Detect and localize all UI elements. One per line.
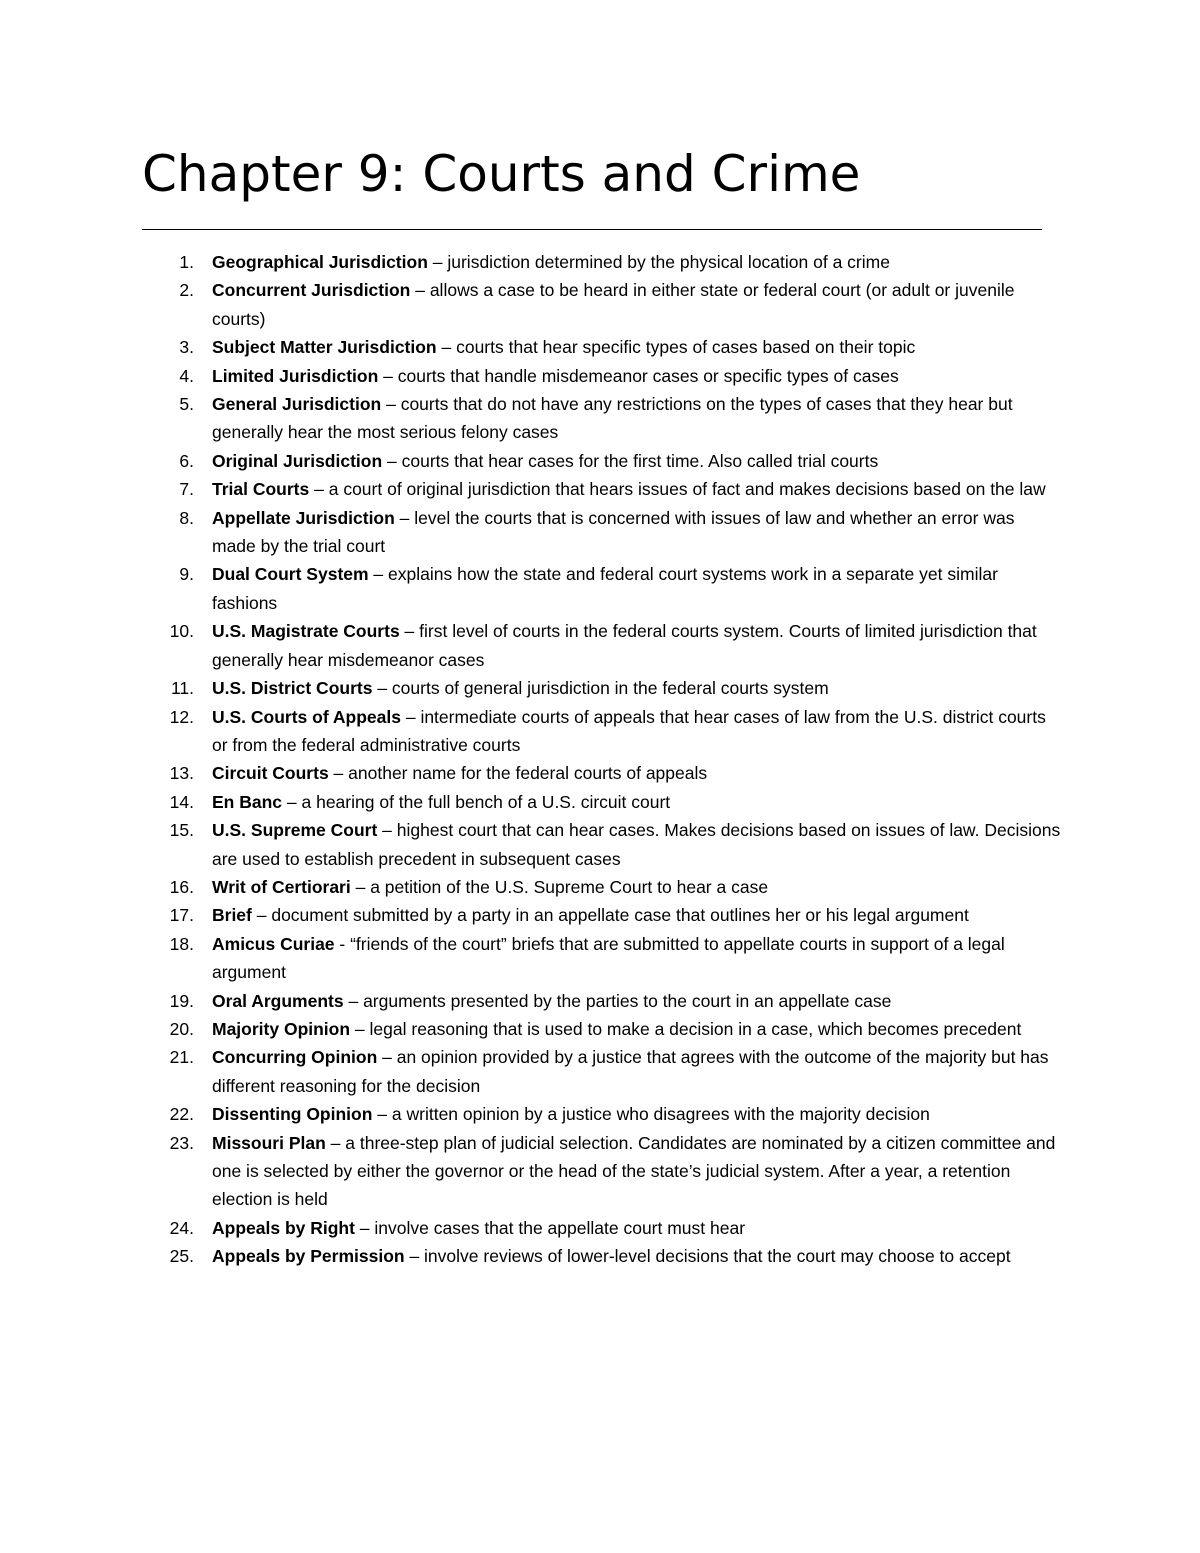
term-definition: allows a case to be heard in either state or federal court (or adult or juvenile courts) xyxy=(212,280,1015,329)
term-definition: a three-step plan of judicial selection. Candidates are nominated by a citizen committee and one is selected by either the governor or the head of the state’s judicial system. After a year, a retention election is held xyxy=(212,1132,1056,1210)
term-number: 21. xyxy=(169,1047,194,1068)
term-item xyxy=(142,1242,1062,1270)
term-definition: legal reasoning that is used to make a decision in a case, which becomes precedent xyxy=(369,1018,1022,1039)
term-number: 18. xyxy=(169,933,194,954)
term-definition: a court of original jurisdiction that hears issues of fact and makes decisions based on the law xyxy=(328,479,1046,500)
term-number: 3. xyxy=(179,337,194,358)
term-definition: jurisdiction determined by the physical location of a crime xyxy=(447,252,890,272)
term-separator: – xyxy=(350,876,371,897)
term-item xyxy=(142,276,1062,333)
term-number: 13. xyxy=(169,763,194,784)
term-definition: courts that hear cases for the first time. Also called trial courts xyxy=(401,450,879,471)
term-number: 22. xyxy=(169,1104,194,1125)
term-name: Dissenting Opinion xyxy=(212,1104,373,1125)
term-number: 16. xyxy=(169,876,194,897)
term-item xyxy=(142,1214,1062,1242)
term-number: 7. xyxy=(179,479,194,500)
term-number: 23. xyxy=(169,1132,194,1153)
term-name: Trial Courts xyxy=(212,479,310,500)
term-item xyxy=(142,1015,1062,1043)
term-name: Majority Opinion xyxy=(212,1018,351,1039)
term-item xyxy=(142,1129,1062,1214)
term-name: Subject Matter Jurisdiction xyxy=(212,337,437,358)
term-item xyxy=(142,901,1062,929)
term-name: Amicus Curiae xyxy=(212,933,335,954)
term-item xyxy=(142,873,1062,901)
term-name: Brief xyxy=(212,905,252,926)
term-item xyxy=(142,447,1062,475)
term-number: 15. xyxy=(169,820,194,841)
page-title: Chapter 9: Courts and Crime xyxy=(142,145,861,203)
term-definition: another name for the federal courts of appeals xyxy=(348,763,708,784)
term-definition: an opinion provided by a justice that agrees with the outcome of the majority but has different reasoning for the decision xyxy=(212,1047,1049,1096)
term-name: Original Jurisdiction xyxy=(212,450,383,471)
term-number: 12. xyxy=(169,706,194,727)
term-definition: courts that hear specific types of cases based on their topic xyxy=(456,337,916,358)
term-number: 25. xyxy=(169,1246,194,1267)
term-separator: – xyxy=(382,450,402,471)
term-item xyxy=(142,248,1062,276)
term-name: Appeals by Right xyxy=(212,1217,355,1238)
term-number: 2. xyxy=(179,280,194,301)
term-definition: courts of general jurisdiction in the federal courts system xyxy=(391,678,829,699)
term-name: U.S. District Courts xyxy=(212,678,373,699)
term-item xyxy=(142,1043,1062,1100)
term-number: 17. xyxy=(169,905,194,926)
term-definition: a written opinion by a justice who disagrees with the majority decision xyxy=(391,1104,930,1125)
term-separator: – xyxy=(427,252,448,272)
term-list xyxy=(142,248,1062,1271)
term-item xyxy=(142,362,1062,390)
term-item xyxy=(142,674,1062,702)
term-number: 6. xyxy=(179,450,194,471)
term-number: 1. xyxy=(179,252,194,272)
term-definition: courts that handle misdemeanor cases or specific types of cases xyxy=(397,365,899,386)
term-separator: – xyxy=(325,1132,346,1153)
term-separator: – xyxy=(372,1104,392,1125)
term-definition: courts that do not have any restrictions on the types of cases that they hear but generally hear the most serious felony cases xyxy=(212,394,1013,443)
term-number: 19. xyxy=(169,990,194,1011)
term-separator: – xyxy=(354,1217,375,1238)
term-number: 24. xyxy=(169,1217,194,1238)
term-separator: – xyxy=(368,564,389,585)
term-item xyxy=(142,1100,1062,1128)
term-separator: – xyxy=(350,1018,370,1039)
term-item xyxy=(142,987,1062,1015)
term-name: U.S. Supreme Court xyxy=(212,820,378,841)
term-definition: document submitted by a party in an appellate case that outlines her or his legal argument xyxy=(271,905,969,926)
term-separator: – xyxy=(378,365,398,386)
term-name: General Jurisdiction xyxy=(212,394,382,415)
term-separator: – xyxy=(328,763,349,784)
term-separator: – xyxy=(377,820,397,841)
term-definition: a hearing of the full bench of a U.S. circuit court xyxy=(301,791,671,812)
term-item xyxy=(142,333,1062,361)
term-name: Concurrent Jurisdiction xyxy=(212,280,411,301)
term-item xyxy=(142,930,1062,987)
term-item xyxy=(142,703,1062,760)
term-definition: explains how the state and federal court systems work in a separate yet similar fashions xyxy=(212,564,998,613)
term-name: Circuit Courts xyxy=(212,763,329,784)
term-number: 14. xyxy=(169,791,194,812)
term-item xyxy=(142,759,1062,787)
term-name: Appeals by Permission xyxy=(212,1246,405,1267)
term-name: U.S. Magistrate Courts xyxy=(212,621,400,642)
term-number: 10. xyxy=(169,621,194,642)
term-separator: - xyxy=(334,933,351,954)
term-separator: – xyxy=(404,1246,425,1267)
term-separator: – xyxy=(282,791,302,812)
term-item xyxy=(142,390,1062,447)
term-item xyxy=(142,617,1062,674)
term-separator: – xyxy=(410,280,430,301)
term-definition: involve reviews of lower-level decisions that the court may choose to accept xyxy=(424,1246,1011,1267)
term-name: Dual Court System xyxy=(212,564,369,585)
term-separator: – xyxy=(309,479,329,500)
term-item xyxy=(142,816,1062,873)
term-definition: a petition of the U.S. Supreme Court to hear a case xyxy=(370,876,769,897)
term-item xyxy=(142,504,1062,561)
term-separator: – xyxy=(381,394,401,415)
term-definition: involve cases that the appellate court must hear xyxy=(374,1217,746,1238)
term-name: Concurring Opinion xyxy=(212,1047,378,1068)
term-separator: – xyxy=(377,1047,397,1068)
term-definition: first level of courts in the federal courts system. Courts of limited jurisdiction that generally hear misdemeanor cases xyxy=(212,621,1037,670)
term-definition: intermediate courts of appeals that hear cases of law from the U.S. district courts or from the federal administrative courts xyxy=(212,706,1046,755)
term-separator: – xyxy=(436,337,457,358)
term-separator: – xyxy=(400,706,421,727)
term-name: Limited Jurisdiction xyxy=(212,365,379,386)
term-name: Appellate Jurisdiction xyxy=(212,507,395,528)
term-name: Missouri Plan xyxy=(212,1132,326,1153)
term-item xyxy=(142,475,1062,503)
term-number: 5. xyxy=(179,394,194,415)
term-definition: “friends of the court” briefs that are submitted to appellate courts in support of a legal argument xyxy=(212,933,1005,983)
term-number: 9. xyxy=(179,564,194,585)
term-number: 8. xyxy=(179,507,194,528)
term-definition: highest court that can hear cases. Makes decisions based on issues of law. Decisions are used to establish precedent in subsequent cases xyxy=(212,820,1061,869)
term-name: En Banc xyxy=(212,791,283,812)
term-separator: – xyxy=(251,905,272,926)
term-number: 20. xyxy=(169,1018,194,1039)
term-number: 11. xyxy=(170,678,194,699)
term-item xyxy=(142,560,1062,617)
term-item xyxy=(142,788,1062,816)
term-name: U.S. Courts of Appeals xyxy=(212,706,401,727)
term-separator: – xyxy=(394,507,415,528)
term-name: Oral Arguments xyxy=(212,990,344,1011)
term-definition: arguments presented by the parties to the court in an appellate case xyxy=(363,990,892,1011)
title-divider xyxy=(142,229,1042,230)
term-number: 4. xyxy=(179,365,194,386)
term-name: Writ of Certiorari xyxy=(212,876,351,897)
term-name: Geographical Jurisdiction xyxy=(212,252,428,272)
term-separator: – xyxy=(343,990,364,1011)
term-separator: – xyxy=(399,621,420,642)
term-separator: – xyxy=(372,678,392,699)
term-definition: level the courts that is concerned with issues of law and whether an error was made by the trial court xyxy=(212,507,1015,557)
